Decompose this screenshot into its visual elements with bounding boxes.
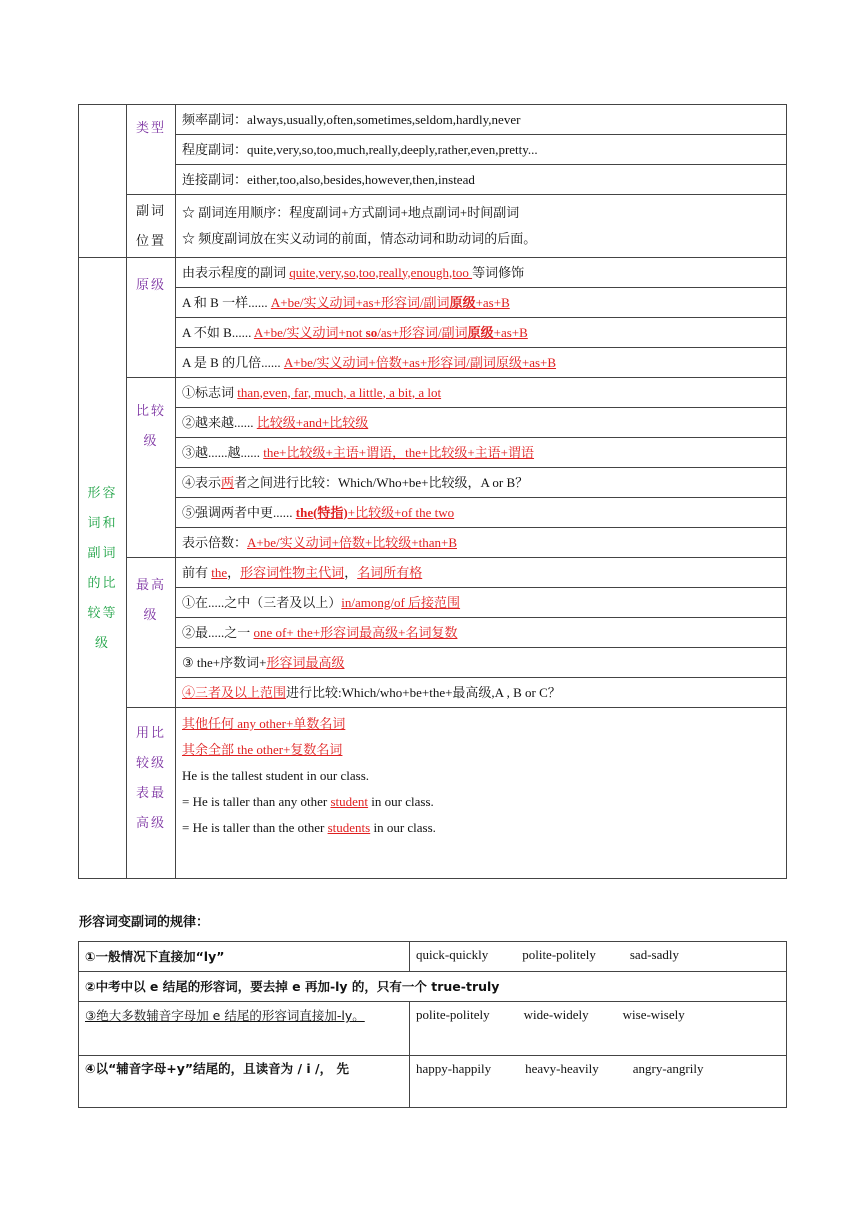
rule-4-examples: happy-happily heavy-heavily angry-angrily <box>410 1056 787 1108</box>
comparative-as-superlative-content <box>176 708 787 879</box>
superlative-degree-label: 最高级 <box>127 558 176 708</box>
positive-row-as-as: A 和 B 一样...... A+be/实义动词+as+形容词/副词原级+as+B <box>176 288 787 318</box>
rule-3: ③绝大多数辅音字母加 e 结尾的形容词直接加-ly。 <box>79 1002 410 1056</box>
rule-1: ①一般情况下直接加“ly” <box>79 942 410 972</box>
example-sentence-3: = He is taller than the other students in our class. <box>182 820 436 835</box>
rule-2: ②中考中以 e 结尾的形容词，要去掉 e 再加-ly 的，只有一个 true-truly <box>79 972 787 1002</box>
comparative-row-which: ④表示两者之间进行比较：Which/Who+be+比较级，A or B？ <box>176 468 787 498</box>
rule-3-examples: polite-politely wide-widely wise-wisely <box>410 1002 787 1056</box>
example-sentence-2: = He is taller than any other student in our class. <box>182 794 434 809</box>
adverb-position-label: 副词位置 <box>127 195 176 258</box>
rule-4: ④以“辅音字母+y”结尾的，且读音为 / i /， 先 <box>79 1056 410 1108</box>
the-other-rule: 其余全部 the other+复数名词 <box>182 742 343 757</box>
position-rule-frequency: ☆ 频度副词放在实义动词的前面，情态动词和助动词的后面。 <box>182 231 537 246</box>
comparison-degree-label: 形容词和副词的比较等级 <box>79 258 127 879</box>
frequency-adverbs: 频率副词：always,usually,often,sometimes,seldom,hardly,never <box>176 105 787 135</box>
comparative-degree-label: 比较级 <box>127 378 176 558</box>
section-heading: 形容词变副词的规律： <box>79 915 210 930</box>
adverb-type-label: 类型 <box>127 105 176 195</box>
blank-cell <box>79 105 127 258</box>
conjunctive-adverbs: 连接副词：either,too,also,besides,however,then,instead <box>176 165 787 195</box>
adverb-position-rules <box>176 195 787 258</box>
positive-row-not-so: A 不如 B...... A+be/实义动词+not so/as+形容词/副词原级+as+B <box>176 318 787 348</box>
positive-degree-label: 原级 <box>127 258 176 378</box>
comparative-row-more-and-more: ②越来越...... 比较级+and+比较级 <box>176 408 787 438</box>
degree-adverbs: 程度副词：quite,very,so,too,much,really,deeply,rather,even,pretty... <box>176 135 787 165</box>
rule-1-examples: quick-quickly polite-politely sad-sadly <box>410 942 787 972</box>
superlative-row-which: ④三者及以上范围进行比较:Which/who+be+the+最高级,A , B or C？ <box>176 678 787 708</box>
comparative-row-markers: ①标志词 than,even, far, much, a little, a bit, a lot <box>176 378 787 408</box>
comparative-row-times: 表示倍数：A+be/实义动词+倍数+比较级+than+B <box>176 528 787 558</box>
grammar-table <box>78 104 787 879</box>
superlative-row-determiners: 前有 the，形容词性物主代词，名词所有格 <box>176 558 787 588</box>
superlative-row-ordinal: ③ the+序数词+形容词最高级 <box>176 648 787 678</box>
comparative-row-the-more: ③越......越...... the+比较级+主语+谓语，the+比较级+主语+谓语 <box>176 438 787 468</box>
superlative-row-one-of: ②最.....之一 one of+ the+形容词最高级+名词复数 <box>176 618 787 648</box>
position-rule-order: ☆ 副词连用顺序：程度副词+方式副词+地点副词+时间副词 <box>182 205 520 220</box>
positive-row-modifiers: 由表示程度的副词 quite,very,so,too,really,enough,too 等词修饰 <box>176 258 787 288</box>
any-other-rule: 其他任何 any other+单数名词 <box>182 716 346 731</box>
comparative-row-of-the-two: ⑤强调两者中更...... the(特指)+比较级+of the two <box>176 498 787 528</box>
positive-row-times: A 是 B 的几倍...... A+be/实义动词+倍数+as+形容词/副词原级+as+B <box>176 348 787 378</box>
adjective-to-adverb-table <box>78 941 787 1108</box>
superlative-row-range: ①在.....之中（三者及以上）in/among/of 后接范围 <box>176 588 787 618</box>
comparative-as-superlative-label: 用比较级表最高级 <box>127 708 176 879</box>
example-sentence-1: He is the tallest student in our class. <box>182 768 370 783</box>
